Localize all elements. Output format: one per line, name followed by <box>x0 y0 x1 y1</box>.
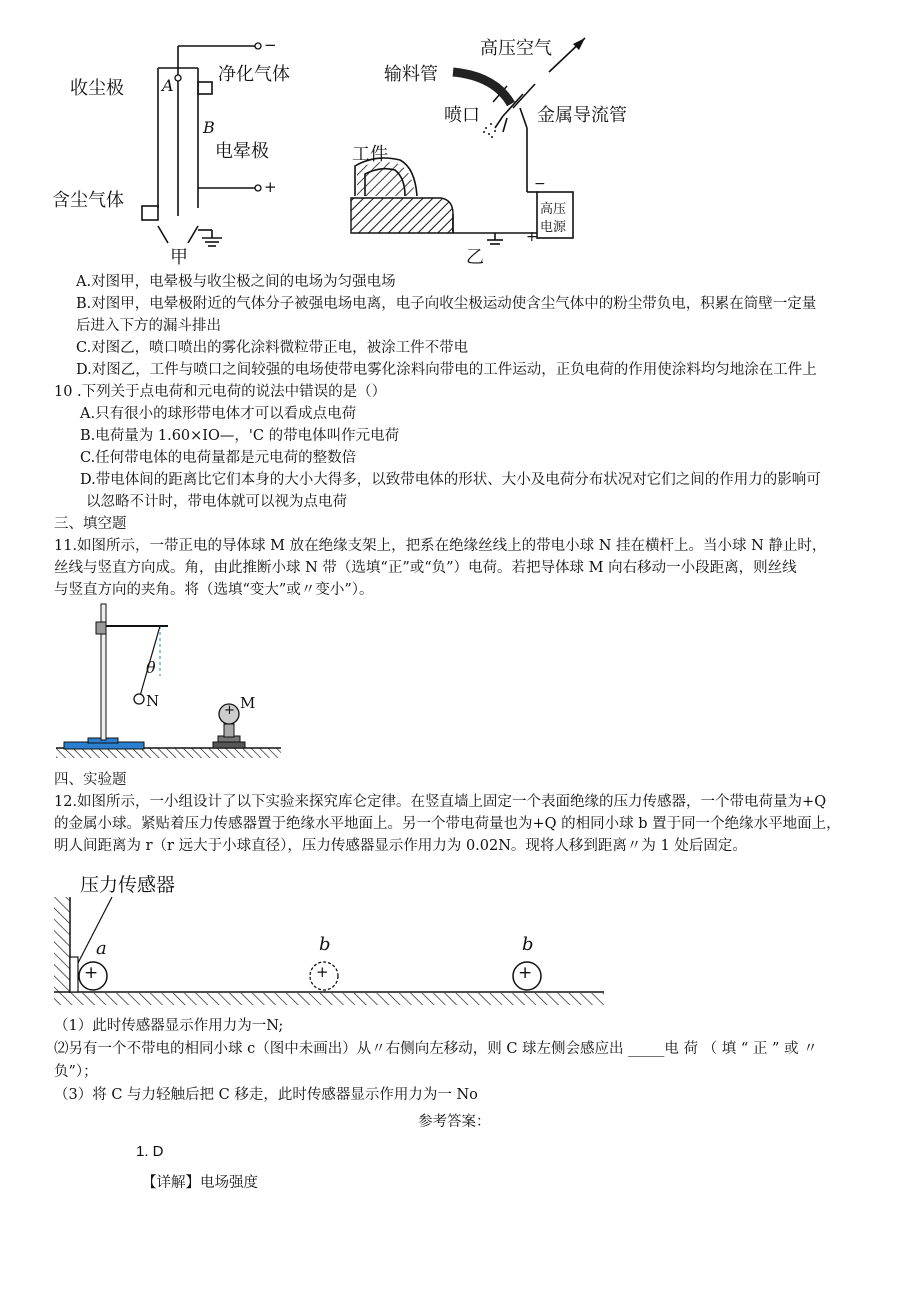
q12-sub2-line2: 负”）； <box>54 1064 98 1080</box>
section-experiment: 四、实验题 <box>54 772 127 788</box>
q12-line1: 12.如图所示，一小组设计了以下实验来探究库仑定律。在竖直墙上固定一个表面绝缘的压力传感器，一个带电荷量为+Q <box>54 794 827 810</box>
q10-option-a: A.只有很小的球形带电体才可以看成点电荷 <box>80 406 357 422</box>
q9-option-b-line2: 后进入下方的漏斗排出 <box>76 318 221 334</box>
q9-option-b-line1: B.对图甲，电晕极附近的气体分子被强电场电离，电子向收尘极运动使含尘气体中的粉尘带负电，积累在筒壁一定量 <box>76 296 817 312</box>
caption-yi: 乙 <box>466 247 484 268</box>
label-workpiece: 工件 <box>352 144 388 165</box>
q11-line1: 11.如图所示，一带正电的导体球 M 放在绝缘支架上，把系在绝缘丝线上的带电小球 N 挂在横杆上。当小球 N 静止时， <box>54 538 827 554</box>
q11-ball-n-label: N <box>146 692 160 710</box>
label-high-air: 高压空气 <box>480 38 552 59</box>
answers-title: 参考答案： <box>418 1114 491 1130</box>
answer-item-1: 1. D <box>136 1143 164 1160</box>
label-metal-tube: 金属导流管 <box>537 105 627 126</box>
label-feed-pipe: 输料管 <box>384 64 438 85</box>
q11-line2: 丝线与竖直方向成。角，由此推断小球 N 带（选填“正”或“负”）电荷。若把导体球 M 向右移动一小段距离，则丝线 <box>54 560 797 576</box>
q9-option-a: A.对图甲，电晕极与收尘极之间的电场为匀强电场 <box>76 274 396 290</box>
label-plus: + <box>526 229 538 245</box>
q9-option-d: D.对图乙，工件与喷口之间较强的电场使带电雾化涂料向带电的工件运动，正负电荷的作用使涂料均匀地涂在工件上 <box>76 362 817 378</box>
label-collector: 收尘极 <box>70 78 124 99</box>
q12-line2: 的金属小球。紧贴着压力传感器置于绝缘水平地面上。另一个带电荷量也为+Q 的相同小球 b 置于同一个绝缘水平地面上， <box>54 816 841 832</box>
label-nozzle: 喷口 <box>444 105 480 126</box>
q11-ball-m-plus: + <box>224 703 235 718</box>
q11-theta-label: θ <box>146 658 156 677</box>
q12-sub2-line1: ⑵另有一个不带电的相同小球 c（图中未画出）从〃右侧向左移动，则 C 球左侧会感应出 _____电 荷 （ 填 “ 正 ” 或 〃 <box>54 1041 818 1057</box>
q12-sub3: （3）将 C 与力轻触后把 C 移走，此时传感器显示作用力为一 No <box>54 1087 478 1103</box>
figure-q11 <box>56 596 286 766</box>
label-hv-1: 高压 <box>540 202 567 217</box>
q10-option-d-line1: D.带电体间的距离比它们本身的大小大得多，以致带电体的形状、大小及电荷分布状况对它们之间的作用力的影响可 <box>80 472 821 488</box>
q10-option-c: C.任何带电体的电荷量都是元电荷的整数倍 <box>80 450 357 466</box>
q11-line3: 与竖直方向的夹角。将（选填“变大”或〃变小”）。 <box>54 582 374 598</box>
q12-ball-b-plus-2: + <box>518 963 533 983</box>
label-minus: − <box>534 176 546 192</box>
q12-ball-b-label-1: b <box>319 934 331 955</box>
q11-ball-m-label: M <box>240 694 256 712</box>
q10-option-b: B.电荷量为 1.60×IO—，'C 的带电体叫作元电荷 <box>80 428 400 444</box>
label-point-a: A <box>162 76 174 95</box>
label-plus: + <box>264 178 277 196</box>
label-minus: − <box>264 36 277 54</box>
label-purified-gas: 净化气体 <box>218 64 290 85</box>
q10-stem: 10 .下列关于点电荷和元电荷的说法中错误的是（） <box>54 384 387 400</box>
label-corona: 电晕极 <box>215 141 269 162</box>
label-hv-2: 电源 <box>540 220 567 235</box>
q12-ball-b-label-2: b <box>522 934 534 955</box>
q10-option-d-line2: 以忽略不计时，带电体就可以视为点电荷 <box>86 494 347 510</box>
label-dusty-gas: 含尘气体 <box>52 190 124 211</box>
q12-sub1: （1）此时传感器显示作用力为一N; <box>54 1018 284 1034</box>
q12-sensor-title: 压力传感器 <box>80 874 176 896</box>
q9-option-c: C.对图乙，喷口喷出的雾化涂料微粒带正电，被涂工件不带电 <box>76 340 469 356</box>
section-fill-in: 三、填空题 <box>54 516 127 532</box>
q12-ball-a-plus: + <box>84 963 99 983</box>
q12-ball-b-plus-1: + <box>316 963 329 981</box>
q12-ball-a-label: a <box>96 938 107 959</box>
answer-detail: 【详解】电场强度 <box>142 1175 258 1191</box>
label-point-b: B <box>203 118 215 137</box>
caption-jia: 甲 <box>170 247 188 268</box>
q12-line3: 明人间距离为 r（r 远大于小球直径），压力传感器显示作用力为 0.02N。现将人移到距离〃为 1 处后固定。 <box>54 838 747 854</box>
